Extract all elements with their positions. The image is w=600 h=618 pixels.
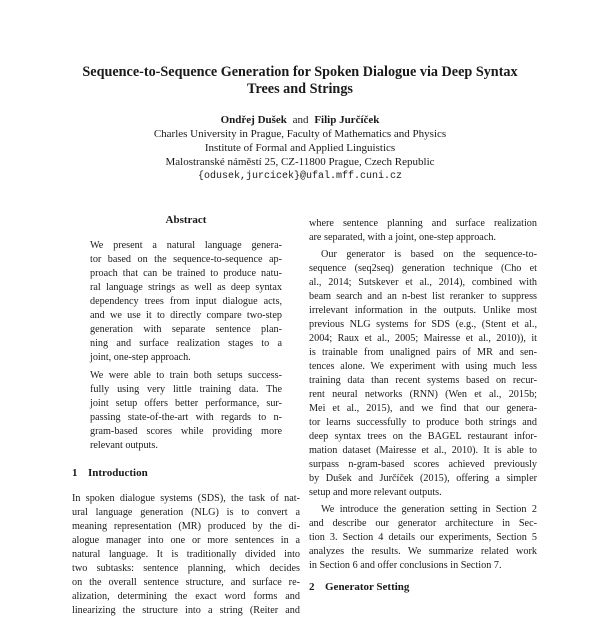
- right-p1-line: Mei et al., 2015), and we find that our genera-: [309, 403, 537, 414]
- affiliation-line-1: Charles University in Prague, Faculty of Mathematics and Physics: [153, 128, 447, 140]
- abstract-p1-line: generation with separate sentence plan-: [90, 324, 282, 335]
- abstract-p1-line: ral language strings as well as deep syntax: [90, 282, 282, 293]
- right-p2-line: tion 3. Section 4 details our experiments, Section 5: [309, 532, 537, 543]
- right-p1-line: 2004; Raux et al., 2005; Mairesse et al., 2010)), it: [309, 333, 537, 344]
- affiliation-line-2: Institute of Formal and Applied Linguistics: [204, 142, 396, 154]
- right-p2-line: in Section 6 and offer conclusions in Section 7.: [309, 560, 502, 571]
- right-p1-line: beam search and an n-best list reranker to suppress: [309, 291, 537, 302]
- author-email: {odusek,jurcicek}@ufal.mff.cuni.cz: [197, 171, 403, 182]
- right-p1-line: is trainable from unaligned pairs of MR and sen-: [309, 347, 537, 358]
- right-p1-line: sequence (seq2seq) generation technique (Cho et: [309, 263, 537, 274]
- intro-line: meaning representation (MR) produced by the di-: [72, 521, 300, 532]
- abstract-p2-line: relevant outputs.: [90, 440, 158, 451]
- abstract-p1-line: joint, one-step approach.: [90, 352, 191, 363]
- section-2-number: 2: [309, 581, 315, 593]
- abstract-p1-line: ning and surface realization stages to a: [90, 338, 282, 349]
- right-p1-line: rent neural networks (RNN) (Wen et al., 2015b;: [309, 389, 537, 400]
- right-p1-line: irrelevant information in the outputs. Unlike most: [309, 305, 537, 316]
- author-1: Ondřej Dušek: [220, 114, 287, 126]
- author-conjunction: and: [292, 114, 309, 126]
- abstract-p1-line: proach that can be trained to produce natu-: [90, 268, 282, 279]
- right-p1-line: by Dušek and Jurčíček (2015), offering a simpler: [309, 473, 537, 484]
- abstract-p2-line: fully using very little training data. The: [90, 384, 282, 395]
- right-p0-line: are separated, with a joint, one-step approach.: [309, 232, 496, 243]
- section-2-title: Generator Setting: [325, 581, 410, 593]
- right-p2-line: and describe our generator architecture in Sec-: [309, 518, 537, 529]
- abstract-p2-line: passing state-of-the-art with regards to n-: [90, 412, 282, 423]
- right-p1-line: Our generator is based on the sequence-to-: [321, 249, 537, 260]
- abstract-p2-line: joint setup offers better performance, sur-: [90, 398, 282, 409]
- right-p1-line: tor learns successfully to produce both strings and: [309, 417, 537, 428]
- abstract-p1-line: and we use it to directly compare two-step: [90, 310, 282, 321]
- right-p1-line: surpass n-gram-based scores achieved previously: [309, 459, 537, 470]
- right-p0-line: where sentence planning and surface realization: [309, 218, 537, 229]
- intro-line: alogue manager into one or more sentences in a: [72, 535, 300, 546]
- author-2: Filip Jurčíček: [314, 114, 380, 126]
- paper-title-line-1: Sequence-to-Sequence Generation for Spoken Dialogue via Deep Syntax: [82, 64, 518, 80]
- right-p1-line: deep syntax trees on the BAGEL restaurant infor-: [309, 431, 537, 442]
- right-p1-line: al., 2014; Sutskever et al., 2014), combined with: [309, 277, 537, 288]
- section-2-heading: [309, 581, 409, 593]
- paper-title-line-2: Trees and Strings: [247, 81, 353, 97]
- right-p2-line: analyzes the results. We summarize related work: [309, 546, 537, 557]
- intro-line: on the overall sentence structure, and surface re-: [72, 577, 300, 588]
- intro-line: natural language. It is traditionally divided into: [72, 549, 300, 560]
- right-p2-line: We introduce the generation setting in Section 2: [321, 504, 537, 515]
- affiliation-line-3: Malostranské náměstí 25, CZ-11800 Prague, Czech Republic: [165, 156, 435, 168]
- abstract-heading: Abstract: [165, 214, 207, 226]
- right-p1-line: previous NLG systems for SDS (e.g., (Stent et al.,: [309, 319, 537, 330]
- intro-line: ural language generation (NLG) is to convert a: [72, 507, 300, 518]
- right-p1-line: tences alone. We experiment with using much less: [309, 361, 537, 372]
- abstract-p1-line: dependency trees from input dialogue acts,: [90, 296, 282, 307]
- intro-line: alization, determining the exact word forms and: [72, 591, 300, 602]
- intro-line: In spoken dialogue systems (SDS), the task of nat-: [72, 493, 300, 504]
- abstract-p2-line: gram-based scores while providing more: [90, 426, 282, 437]
- abstract-p1-line: We present a natural language genera-: [90, 240, 282, 251]
- abstract-p2-line: We were able to train both setups success-: [90, 370, 282, 381]
- right-p1-line: mation dataset (Mairesse et al., 2010). It is able to: [309, 445, 537, 456]
- right-p1-line: setup and more relevant outputs.: [309, 487, 442, 498]
- section-1-heading: [72, 467, 148, 479]
- abstract-p1-line: tor based on the sequence-to-sequence ap-: [90, 254, 282, 265]
- intro-line: linearizing the structure into a string (Reiter and: [72, 605, 300, 616]
- authors: [60, 113, 540, 127]
- intro-line: two subtasks: sentence planning, which decides: [72, 563, 300, 574]
- section-1-title: Introduction: [88, 467, 148, 479]
- right-p1-line: training data than recent systems based on recur-: [309, 375, 537, 386]
- section-1-number: 1: [72, 467, 78, 479]
